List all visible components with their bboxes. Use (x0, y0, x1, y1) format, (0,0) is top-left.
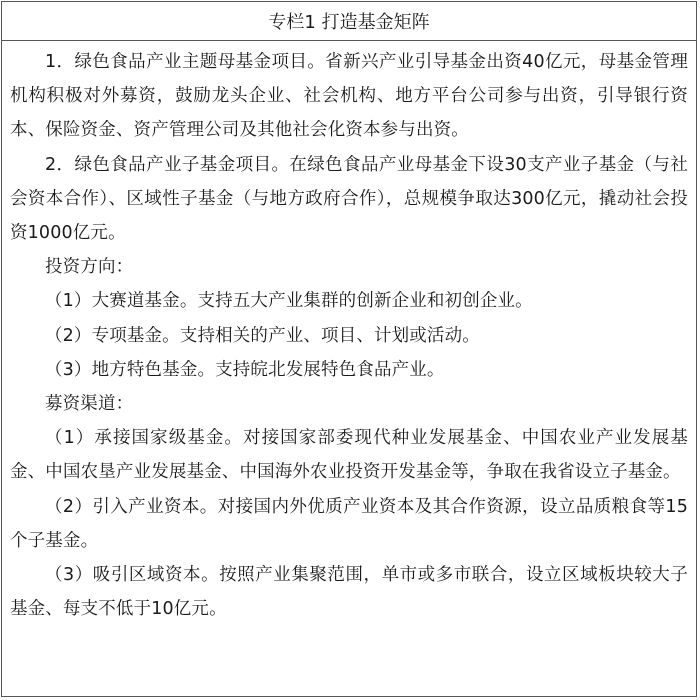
heading-investment-direction: 投资方向： (45, 257, 134, 278)
heading-fundraising-channels: 募资渠道： (45, 394, 134, 415)
column-content (2, 41, 696, 626)
item-track-fund: （1）大赛道基金。支持五大产业集群的创新企业和初创企业。 (45, 291, 533, 312)
item-special-fund: （2）专项基金。支持相关的产业、项目、计划或活动。 (45, 325, 480, 346)
item-local-fund: （3）地方特色基金。支持皖北发展特色食品产业。 (45, 359, 445, 380)
item-regional-capital: （3）吸引区域资本。按照产业集聚范围，单市或多市联合，设立区域板块较大子基金、每支不低于10亿元。 (10, 565, 688, 620)
item-industrial-capital: （2）引入产业资本。对接国内外优质产业资本及其合作资源，设立品质粮食等15个子基金。 (10, 496, 688, 551)
column-box (1, 1, 697, 697)
paragraph-sub-fund: 2．绿色食品产业子基金项目。在绿色食品产业母基金下设30支产业子基金（与社会资本合作）、区域性子基金（与地方政府合作），总规模争取达300亿元，撬动社会投资1000亿元。 (10, 154, 688, 244)
column-title: 专栏1 打造基金矩阵 (2, 2, 696, 41)
item-national-fund: （1）承接国家级基金。对接国家部委现代种业发展基金、中国农业产业发展基金、中国农垦产业发展基金、中国海外农业投资开发基金等，争取在我省设立子基金。 (10, 428, 688, 483)
paragraph-mother-fund: 1．绿色食品产业主题母基金项目。省新兴产业引导基金出资40亿元，母基金管理机构积极对外募资，鼓励龙头企业、社会机构、地方平台公司参与出资，引导银行资本、保险资金、资产管理公司及其他社会化资本参与出资。 (10, 52, 688, 141)
